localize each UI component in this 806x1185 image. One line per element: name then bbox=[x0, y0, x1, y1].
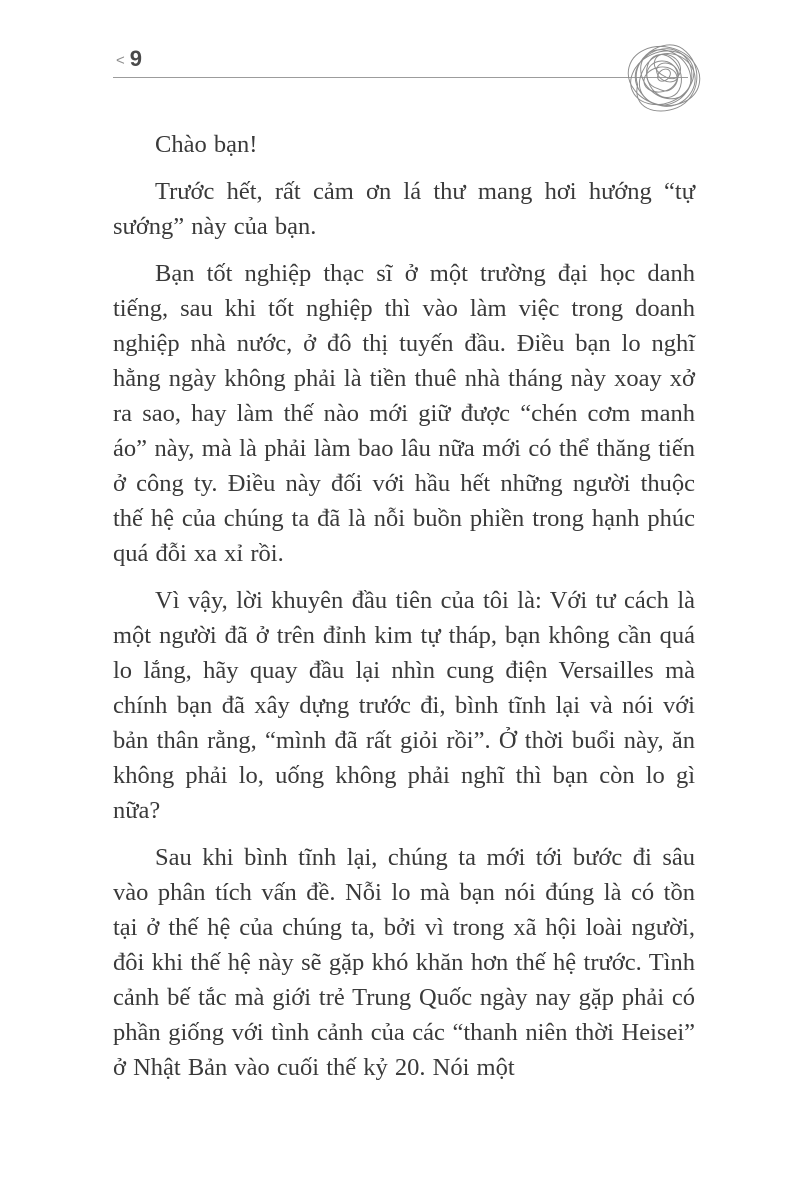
page-header bbox=[116, 48, 143, 70]
chevron-left-icon: < bbox=[116, 51, 125, 69]
body-text bbox=[113, 127, 695, 1097]
paragraph-thanks: Trước hết, rất cảm ơn lá thư mang hơi hướng “tự sướng” này của bạn. bbox=[113, 178, 695, 240]
page-number: 9 bbox=[129, 46, 143, 71]
paragraph-analysis: Sau khi bình tĩnh lại, chúng ta mới tới bước đi sâu vào phân tích vấn đề. Nỗi lo mà bạn nói đúng là có tồn tại ở thế hệ của chúng ta, bởi vì trong xã hội loài người, đôi khi thế hệ này sẽ gặp khó khăn hơn thế hệ trước. Tình cảnh bế tắc mà giới trẻ Trung Quốc ngày nay gặp phải có phần giống với tình cảnh của các “thanh niên thời Heisei” ở Nhật Bản vào cuối thế kỷ 20. Nói một bbox=[113, 844, 695, 1081]
paragraph-greeting: Chào bạn! bbox=[155, 131, 258, 158]
paragraph-background: Bạn tốt nghiệp thạc sĩ ở một trường đại học danh tiếng, sau khi tốt nghiệp thì vào làm việc trong doanh nghiệp nhà nước, ở đô thị tuyến đầu. Điều bạn lo nghĩ hằng ngày không phải là tiền thuê nhà tháng này xoay xở ra sao, hay làm thế nào mới giữ được “chén cơm manh áo” này, mà là phải làm bao lâu nữa mới có thể thăng tiến ở công ty. Điều này đối với hầu hết những người thuộc thế hệ của chúng ta đã là nỗi buồn phiền trong hạnh phúc quá đỗi xa xỉ rồi. bbox=[113, 260, 695, 567]
header-rule bbox=[113, 77, 688, 78]
paragraph-first-advice: Vì vậy, lời khuyên đầu tiên của tôi là: Với tư cách là một người đã ở trên đỉnh kim tự tháp, bạn không cần quá lo lắng, hãy quay đầu lại nhìn cung điện Versailles mà chính bạn đã xây dựng trước đi, bình tĩnh lại và nói với bản thân rằng, “mình đã rất giỏi rồi”. Ở thời buổi này, ăn không phải lo, uống không phải nghĩ thì bạn còn lo gì nữa? bbox=[113, 587, 695, 824]
tangled-scribble-icon bbox=[620, 31, 708, 121]
